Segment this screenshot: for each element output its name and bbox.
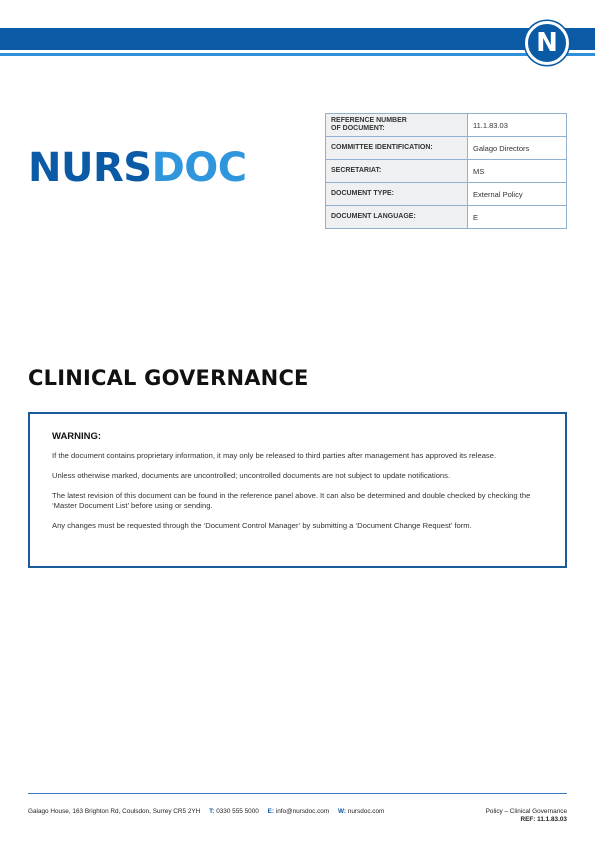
document-title: CLINICAL GOVERNANCE bbox=[28, 366, 309, 390]
nursdoc-logo bbox=[28, 145, 247, 191]
footer-email-label: E: bbox=[267, 808, 275, 815]
footer-phone-value: 0330 555 5000 bbox=[216, 808, 259, 815]
footer-phone-label: T: bbox=[209, 808, 215, 815]
ref-label-document-type: DOCUMENT TYPE: bbox=[326, 183, 468, 206]
reference-panel bbox=[325, 113, 567, 229]
ref-value-secretariat: MS bbox=[468, 160, 567, 183]
footer-email-value[interactable]: info@nursdoc.com bbox=[275, 808, 330, 815]
table-row bbox=[326, 160, 567, 183]
header-band bbox=[0, 28, 595, 50]
ref-value-document-type: External Policy bbox=[468, 183, 567, 206]
ref-label-reference-number: REFERENCE NUMBER OF DOCUMENT: bbox=[326, 114, 468, 137]
footer-ref-line: REF: 11.1.83.03 bbox=[520, 816, 567, 823]
footer-doc-line: Policy – Clinical Governance bbox=[485, 808, 567, 815]
table-row bbox=[326, 183, 567, 206]
header-accent-line bbox=[0, 53, 595, 56]
footer-email[interactable] bbox=[268, 808, 330, 815]
logo-part-2: DOC bbox=[151, 145, 247, 191]
footer-address: Galago House, 163 Brighton Rd, Coulsdon, Surrey CR5 2YH bbox=[28, 808, 201, 815]
ref-label-document-language: DOCUMENT LANGUAGE: bbox=[326, 206, 468, 229]
nursdoc-badge-icon: N bbox=[525, 21, 569, 65]
table-row bbox=[326, 206, 567, 229]
footer-web-value[interactable]: nursdoc.com bbox=[347, 808, 385, 815]
warning-paragraph: If the document contains proprietary information, it may only be released to third parties after management has approved its release. bbox=[52, 451, 497, 460]
warning-paragraph: Unless otherwise marked, documents are uncontrolled; uncontrolled documents are not subject to update notifications. bbox=[52, 471, 451, 480]
footer bbox=[28, 808, 567, 823]
warning-paragraph: The latest revision of this document can be found in the reference panel above. It can also be determined and double checked by checking the ‘Master Document List’ before using or sending. bbox=[52, 491, 531, 510]
ref-label-committee: COMMITTEE IDENTIFICATION: bbox=[326, 137, 468, 160]
table-row bbox=[326, 114, 567, 137]
footer-divider bbox=[28, 793, 567, 794]
warning-title: WARNING: bbox=[52, 431, 102, 442]
warning-box bbox=[28, 412, 567, 568]
footer-web-label: W: bbox=[337, 808, 346, 815]
table-row bbox=[326, 137, 567, 160]
ref-value-document-language: E bbox=[468, 206, 567, 229]
ref-value-committee: Galago Directors bbox=[468, 137, 567, 160]
logo-part-1: NURS bbox=[28, 145, 152, 191]
footer-web[interactable] bbox=[338, 808, 384, 815]
footer-doc-info bbox=[486, 808, 567, 824]
ref-label-secretariat: SECRETARIAT: bbox=[326, 160, 468, 183]
footer-phone bbox=[209, 808, 259, 815]
ref-value-reference-number: 11.1.83.03 bbox=[468, 114, 567, 137]
warning-paragraph: Any changes must be requested through the ‘Document Control Manager’ by submitting a ‘Document Change Request’ form. bbox=[52, 521, 472, 530]
